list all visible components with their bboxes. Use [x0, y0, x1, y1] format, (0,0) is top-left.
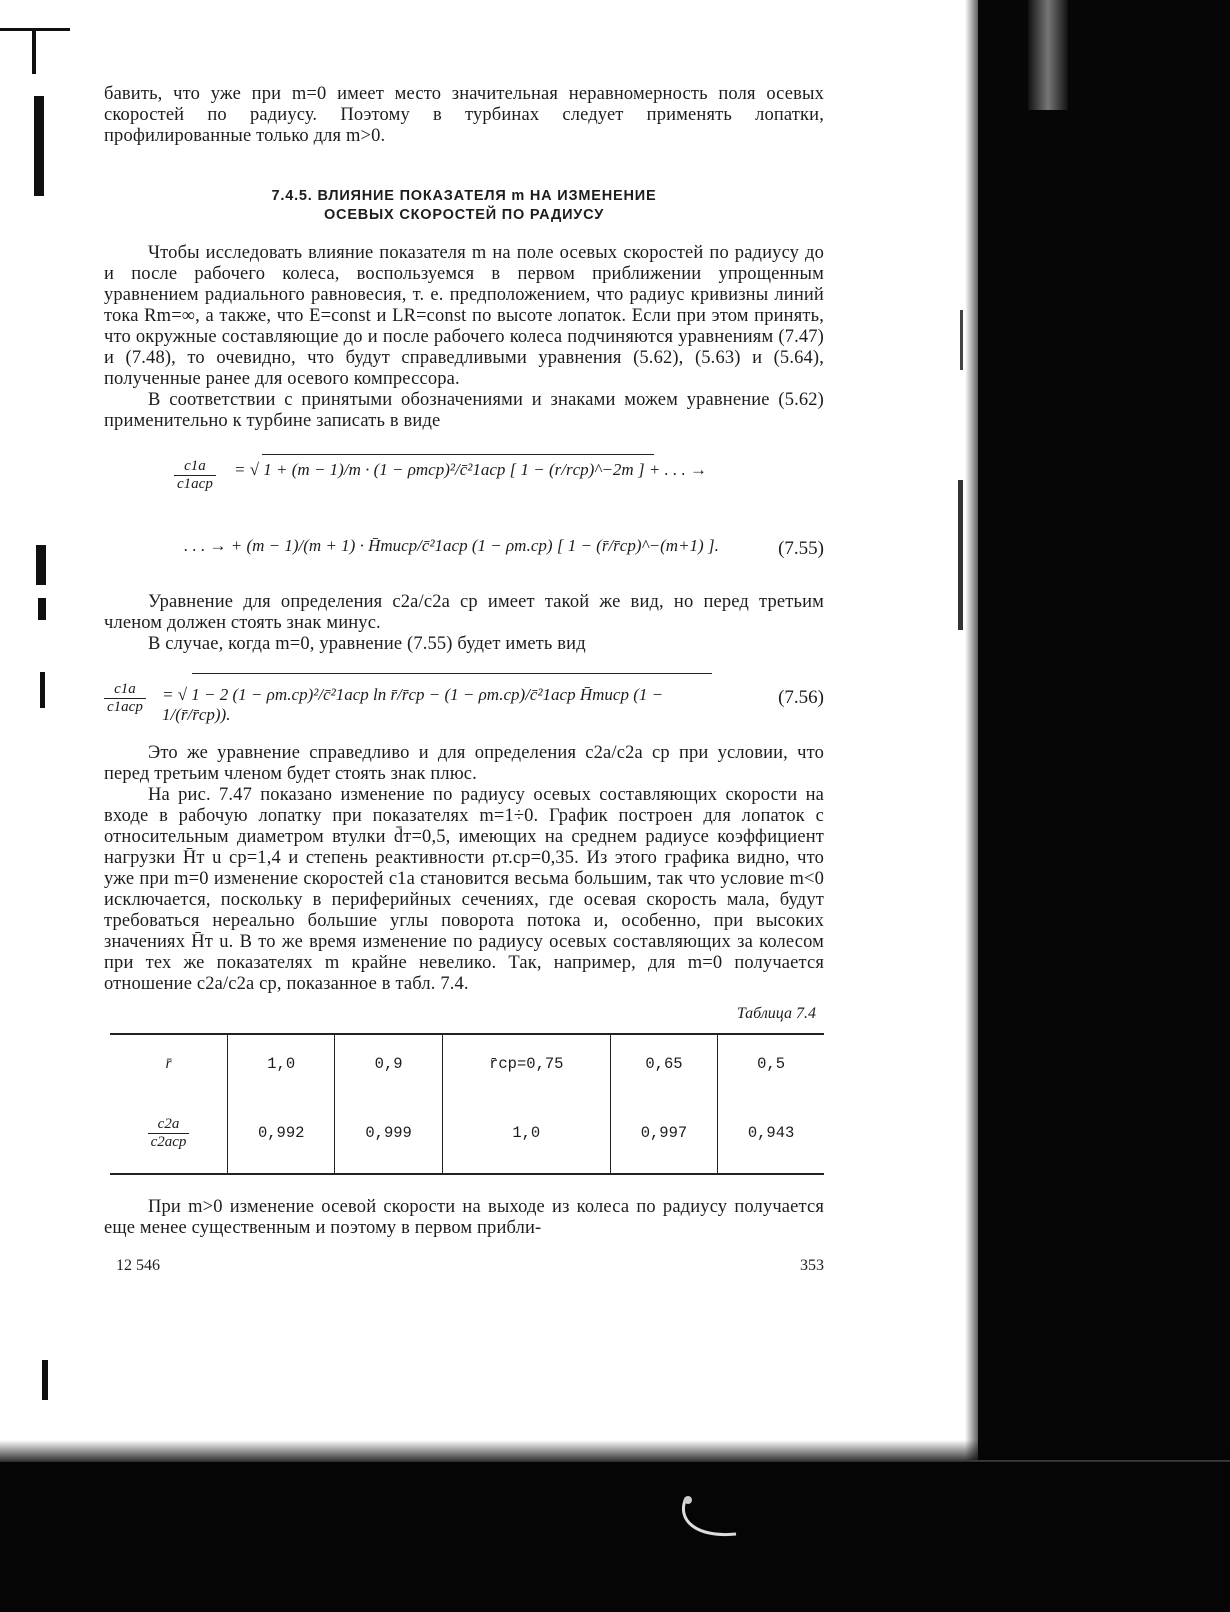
eq756-sqrt-bar [192, 673, 712, 674]
eq755-lhs [174, 458, 216, 493]
eq755-number: (7.55) [778, 538, 824, 559]
paragraph-7: При m>0 изменение осевой скорости на выходе из колеса по радиусу получается еще менее существенным и поэтому в первом прибли- [104, 1197, 824, 1238]
scan-mark-left-5 [42, 1360, 48, 1400]
table-7-4 [110, 1033, 824, 1175]
page-footer [104, 1257, 824, 1281]
equation-7-55 [104, 442, 824, 592]
table-ratio-den: c2acp [150, 1133, 187, 1150]
scan-shadow-bottom [0, 1462, 1230, 1612]
eq755-line2: . . . → + (m − 1)/(m + 1) · H̄тucp/c̄²1acp (1 − ρт.ср) [ 1 − (r̄/r̄ср)^−(m+1) ]. [184, 536, 719, 555]
table-cell: 0,999 [335, 1093, 442, 1174]
table-cell: r̄ср=0,75 [442, 1034, 610, 1093]
section-title-line2: ОСЕВЫХ СКОРОСТЕЙ ПО РАДИУСУ [323, 207, 605, 223]
table-cell: 0,65 [610, 1034, 717, 1093]
eq755-lhs-den: c1acp [177, 476, 213, 492]
scan-mark-left-4 [40, 672, 45, 708]
table-cell: 1,0 [228, 1034, 335, 1093]
scan-gap-highlight [1028, 0, 1068, 110]
scan-mark-left-3 [38, 598, 46, 620]
eq756-number: (7.56) [778, 687, 824, 708]
table-cell: 1,0 [442, 1093, 610, 1174]
table-ratio-num: c2a [148, 1116, 190, 1134]
paragraph-3: Уравнение для определения c2a/c2a ср имеет такой же вид, но перед третьим членом должен стоять знак минус. [104, 592, 824, 633]
table-caption: Таблица 7.4 [736, 1005, 816, 1022]
intro-paragraph: бавить, что уже при m=0 имеет место значительная неравномерность поля осевых скоростей по радиусу. Поэтому в турбинах следует применять лопатки, профилированные только для m>0. [104, 84, 824, 146]
scan-mark-right-2 [958, 480, 963, 630]
table-row-label: r̄ [110, 1034, 228, 1093]
footer-signature: 12 546 [116, 1257, 160, 1274]
eq756-body: = √ 1 − 2 (1 − ρт.ср)²/c̄²1acp ln r̄/r̄ср − (1 − ρт.ср)/c̄²1acp H̄тucp (1 − 1/(r̄/r̄ср)). [162, 685, 664, 724]
page-number: 353 [800, 1257, 824, 1274]
paragraph-4: В случае, когда m=0, уравнение (7.55) будет иметь вид [148, 634, 586, 654]
equation-7-56 [104, 663, 824, 743]
section-title-line1: 7.4.5. ВЛИЯНИЕ ПОКАЗАТЕЛЯ m НА ИЗМЕНЕНИЕ [271, 188, 657, 204]
paragraph-2: В соответствии с принятыми обозначениями и знаками можем уравнение (5.62) применительно к турбине записать в виде [104, 390, 824, 431]
eq755-lhs-num: c1a [174, 458, 216, 476]
paragraph-5: Это же уравнение справедливо и для определения c2a/c2a ср при условии, что перед третьим членом будет стоять знак плюс. [104, 743, 824, 784]
paragraph-6: На рис. 7.47 показано изменение по радиусу осевых составляющих скорости на входе в рабочую лопатку при показателях m=1÷0. График построен для лопаток с относительным диаметром втулки d̄т=0,5, имеющих на среднем радиусе коэффициент нагрузки H̄т u ср=1,4 и степень реактивности ρт.ср=0,35. Из этого графика видно, что уже при m=0 изменение скоростей c1a становится весьма большим, так что условие m<0 исключается, поскольку в периферийных сечениях, где осевая скорость мала, будут требоваться нереально большие углы поворота потока и, особенно, при высоких значениях H̄т u. В то же время изменение по радиусу осевых составляющих за колесом при тех же показателях m крайне невелико. Так, например, для m=0 получается отношение c2a/c2a ср, показанное в табл. 7.4. [104, 785, 824, 994]
scan-mark-right-1 [960, 310, 963, 370]
scan-hook-mark [656, 1490, 746, 1550]
eq756-lhs-den: c1acp [107, 699, 143, 715]
eq756-lhs [104, 681, 146, 716]
table-cell: 0,5 [718, 1034, 824, 1093]
table-cell: 0,9 [335, 1034, 442, 1093]
table-cell: 0,943 [718, 1093, 824, 1174]
page-content [104, 84, 824, 1281]
scan-shadow-right [978, 0, 1230, 1460]
table-cell: 0,997 [610, 1093, 717, 1174]
table-row-label [110, 1093, 228, 1174]
eq755-sqrt-bar [262, 454, 654, 455]
section-title [104, 187, 824, 225]
table-row [110, 1093, 824, 1174]
scan-mark-left-2 [36, 545, 46, 585]
table-ratio-label [148, 1116, 190, 1151]
table-row [110, 1034, 824, 1093]
eq756-lhs-num: c1a [104, 681, 146, 699]
eq755-line1: = √ 1 + (m − 1)/m · (1 − ρтср)²/c̄²1acp [ 1 − (r/rср)^−2m ] + . . . → [234, 460, 708, 479]
scan-mark-left-1 [34, 96, 44, 196]
scan-mark-top-stem [32, 28, 36, 74]
table-cell: 0,992 [228, 1093, 335, 1174]
paragraph-1: Чтобы исследовать влияние показателя m на поле осевых скоростей по радиусу до и после рабочего колеса, воспользуемся в первом приближении упрощенным уравнением радиального равновесия, т. е. предположением, что радиус кривизны линий тока Rm=∞, а также, что E=const и LR=const по высоте лопаток. Если при этом принять, что окружные составляющие до и после рабочего колеса подчиняются уравнениям (7.47) и (7.48), то очевидно, что будут справедливыми уравнения (5.62), (5.63) и (5.64), полученные ранее для осевого компрессора. [104, 243, 824, 389]
